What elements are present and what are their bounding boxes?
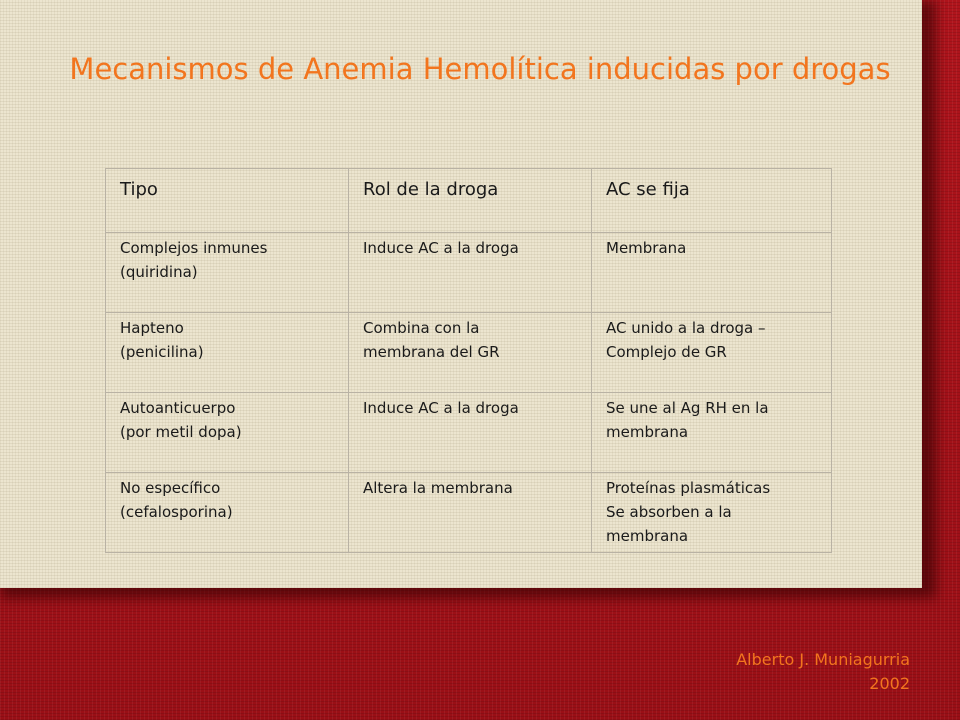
table-row <box>106 313 832 393</box>
author-name: Alberto J. Muniagurria <box>736 650 910 669</box>
table-cell: Altera la membrana <box>349 473 592 553</box>
header-tipo: Tipo <box>106 169 349 233</box>
table-cell: AC unido a la droga – Complejo de GR <box>592 313 832 393</box>
table-row <box>106 393 832 473</box>
table-cell: No específico (cefalosporina) <box>106 473 349 553</box>
header-rol-de-la-droga: Rol de la droga <box>349 169 592 233</box>
table-header-row <box>106 169 832 233</box>
table-cell: Autoanticuerpo (por metil dopa) <box>106 393 349 473</box>
table-cell: Induce AC a la droga <box>349 233 592 313</box>
mechanisms-table <box>105 168 832 553</box>
table-cell: Combina con la membrana del GR <box>349 313 592 393</box>
table-cell: Complejos inmunes (quiridina) <box>106 233 349 313</box>
table-cell: Induce AC a la droga <box>349 393 592 473</box>
author-credit <box>736 648 910 696</box>
table-cell: Se une al Ag RH en la membrana <box>592 393 832 473</box>
header-ac-se-fija: AC se fija <box>592 169 832 233</box>
table-row <box>106 233 832 313</box>
slide-title: Mecanismos de Anemia Hemolítica inducidas por drogas <box>69 52 891 86</box>
table-cell: Hapteno (penicilina) <box>106 313 349 393</box>
table-row <box>106 473 832 553</box>
table-cell: Proteínas plasmáticas Se absorben a la membrana <box>592 473 832 553</box>
author-year: 2002 <box>869 674 910 693</box>
table-cell: Membrana <box>592 233 832 313</box>
